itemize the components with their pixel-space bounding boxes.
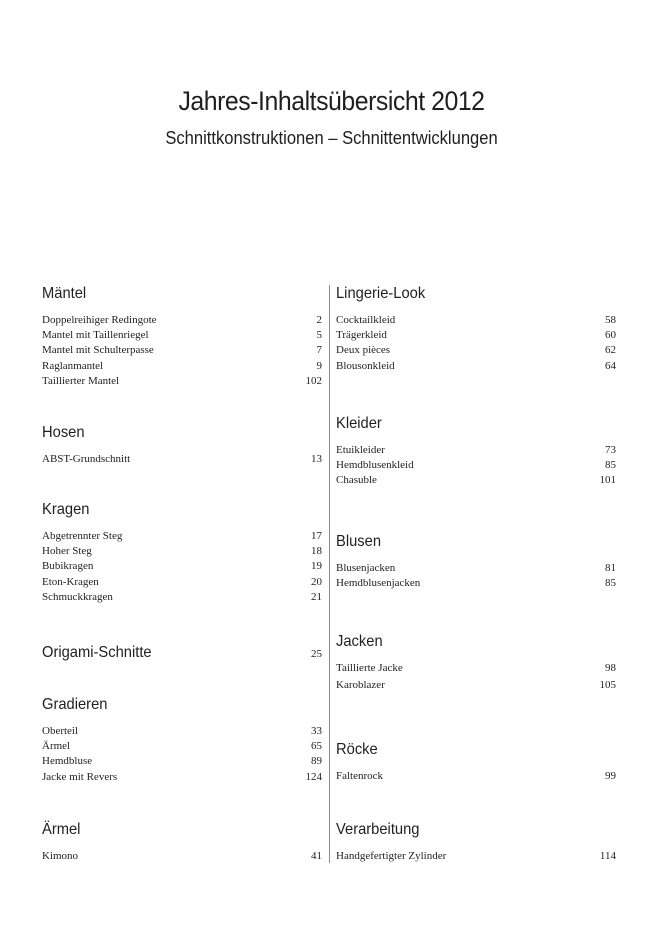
entry-label: Abgetrennter Steg [42,530,123,542]
section-lingerie-look [336,284,616,374]
entry-label: ABST-Grundschnitt [42,453,131,465]
entry-page: 85 [605,577,616,590]
entry-label: Mantel mit Schulterpasse [42,344,154,357]
entry-page: 17 [311,530,322,542]
entry-page: 99 [605,770,616,782]
section-heading: Kleider [336,415,382,432]
entry-page: 102 [305,374,322,387]
entry-page: 20 [311,575,322,588]
section-heading: Origami-Schnitte [42,644,152,661]
section-origami [42,643,322,663]
entry-label: Ärmel [42,740,71,753]
entry-page: 60 [605,329,616,342]
toc-entry [42,313,322,328]
toc-entry [42,849,322,864]
entry-page: 58 [605,314,616,326]
section-heading: Blusen [336,533,382,550]
section-maentel [42,284,322,389]
entry-label: Taillierter Mantel [42,374,120,387]
section-heading: Jacken [336,633,383,650]
page-subtitle: Schnittkonstruktionen – Schnittentwicklungen [165,128,498,148]
entry-page: 73 [605,444,616,456]
toc-entry [42,739,322,754]
entry-label: Chasuble [336,474,377,487]
entry-page: 18 [311,545,322,558]
toc-entry [42,575,322,590]
entry-page: 33 [311,725,322,737]
section-verarbeitung [336,820,616,864]
entry-label: Blousonkleid [336,359,395,372]
toc-entry [336,661,616,676]
toc-entry [42,754,322,769]
entry-label: Karoblazer [336,679,385,692]
section-blusen [336,532,616,591]
entry-label: Mantel mit Taillenriegel [42,329,149,342]
entry-label: Jacke mit Revers [42,770,118,783]
toc-entry [42,724,322,739]
toc-entry [42,374,322,389]
entry-label: Faltenrock [336,770,384,782]
toc-entry [336,769,616,784]
entry-label: Taillierte Jacke [336,662,403,674]
section-heading: Lingerie-Look [336,285,426,302]
entry-page: 105 [599,679,616,692]
section-heading: Hosen [42,424,85,441]
entry-page: 89 [311,755,322,768]
toc-entry [42,343,322,358]
entry-page: 65 [311,740,322,753]
toc-entry [336,576,616,591]
toc-entry [336,473,616,488]
column-divider [329,285,330,863]
entry-page: 124 [305,770,322,783]
entry-page: 13 [311,453,322,465]
entry-page: 81 [605,562,616,574]
section-heading: Ärmel [42,821,81,838]
toc-entry [336,359,616,374]
entry-label: Hemdblusenkleid [336,459,414,472]
section-hosen [42,423,322,467]
entry-page: 101 [599,474,616,487]
entry-label: Blusenjacken [336,562,396,574]
entry-page: 64 [605,359,616,372]
entry-label: Eton-Kragen [42,575,99,588]
section-heading: Röcke [336,741,378,758]
entry-page: 7 [316,344,322,357]
entry-label: Doppelreihiger Redingote [42,314,157,326]
toc-entry [336,328,616,343]
toc-entry [42,770,322,785]
toc-entry [336,458,616,473]
section-kleider [336,414,616,489]
section-roecke [336,740,616,784]
section-gradieren [42,695,322,785]
entry-label: Oberteil [42,725,79,737]
toc-entry [42,559,322,574]
entry-label: Schmuckkragen [42,590,113,603]
entry-page: 19 [311,560,322,573]
toc-entry [42,590,322,605]
toc-entry [42,529,322,544]
entry-label: Deux pièces [336,344,391,357]
entry-label: Bubikragen [42,560,94,573]
toc-entry [42,359,322,374]
entry-label: Hoher Steg [42,545,92,558]
entry-page: 62 [605,344,616,357]
entry-label: Hemdblusenjacken [336,577,421,590]
entry-page: 85 [605,459,616,472]
toc-entry [336,849,616,864]
entry-label: Trägerkleid [336,329,387,342]
section-kragen [42,500,322,605]
section-heading: Verarbeitung [336,821,420,838]
toc-entry [42,452,322,467]
toc-entry [42,544,322,559]
entry-page: 21 [311,590,322,603]
section-aermel [42,820,322,864]
section-jacken [336,632,616,693]
entry-page: 98 [605,662,616,674]
toc-entry [336,443,616,458]
entry-label: Hemdbluse [42,755,93,768]
entry-page: 5 [316,329,322,342]
section-heading-row [42,643,322,663]
section-heading: Mäntel [42,285,87,302]
entry-page: 2 [316,314,322,326]
page-title: Jahres-Inhaltsübersicht 2012 [178,86,485,116]
toc-entry [336,678,616,693]
entry-label: Raglanmantel [42,359,104,372]
toc-entry [336,343,616,358]
toc-entry [42,328,322,343]
entry-label: Kimono [42,850,79,862]
entry-page: 41 [311,850,322,862]
entry-label: Cocktailkleid [336,314,396,326]
section-heading: Kragen [42,501,90,518]
entry-page: 114 [599,850,616,862]
entry-label: Handgefertigter Zylinder [336,850,447,862]
toc-entry [336,313,616,328]
entry-label: Etuikleider [336,444,385,456]
entry-page: 25 [311,648,322,660]
section-heading: Gradieren [42,696,108,713]
toc-entry [336,561,616,576]
entry-page: 9 [316,359,322,372]
